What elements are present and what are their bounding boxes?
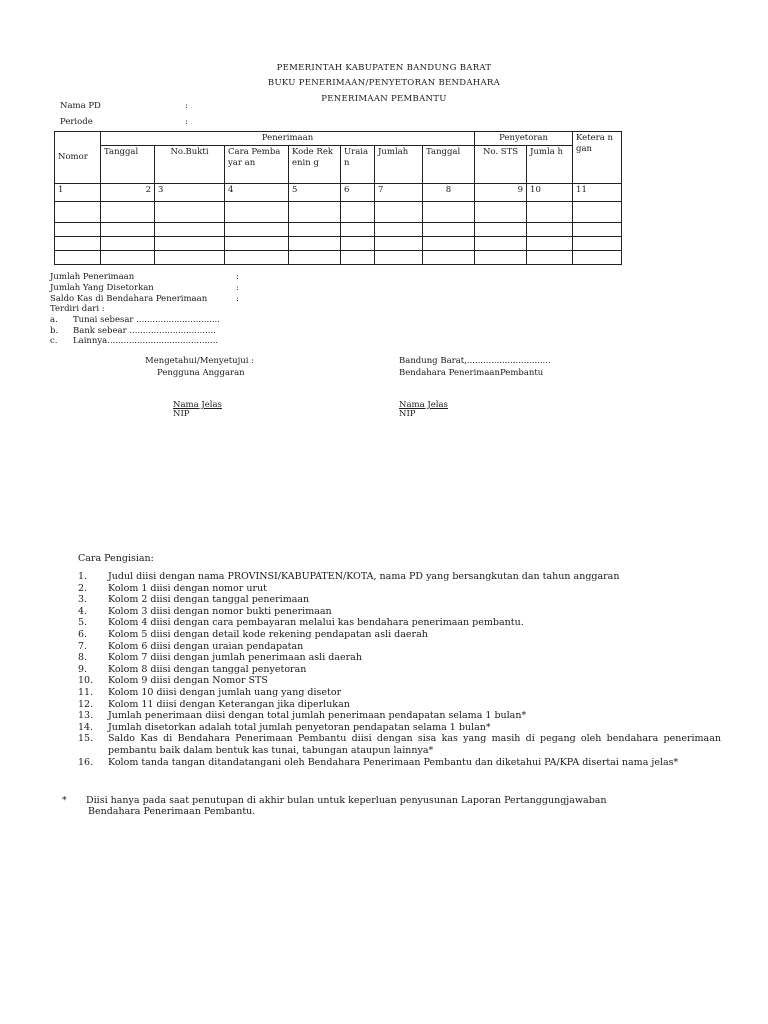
table-row xyxy=(55,251,622,265)
instruction-text: Kolom 8 diisi dengan tanggal penyetoran xyxy=(108,663,307,675)
instruction-number: 14. xyxy=(78,721,94,733)
table-row xyxy=(55,223,622,237)
col-number: 10 xyxy=(527,184,573,202)
sign-left-name: Nama Jelas xyxy=(173,400,222,410)
instruction-number: 3. xyxy=(78,594,88,606)
instruction-item xyxy=(78,594,721,606)
register-table xyxy=(54,131,622,265)
instruction-item xyxy=(78,641,721,653)
instruction-text: Saldo Kas di Bendahara Penerimaan Pembantu diisi dengan sisa kas yang masih di pegang oleh bendahara penerimaan pembantu baik dalam bentuk kas tunai, tabungan ataupun lainnya* xyxy=(108,733,721,756)
header-uraian: Uraia n xyxy=(341,146,375,184)
instructions-title: Cara Pengisian: xyxy=(78,553,154,564)
sign-right-nip: NIP xyxy=(399,409,416,419)
saldo-kas-colon: : xyxy=(236,294,239,304)
header-penyetoran: Penyetoran xyxy=(475,132,573,146)
instruction-number: 15. xyxy=(78,733,94,745)
instruction-item xyxy=(78,606,721,618)
col-number: 2 xyxy=(101,184,155,202)
header-line-3: PENERIMAAN PEMBANTU xyxy=(321,94,447,104)
col-number: 1 xyxy=(55,184,101,202)
instruction-text: Kolom 2 diisi dengan tanggal penerimaan xyxy=(108,594,310,606)
col-number: 3 xyxy=(155,184,225,202)
nama-pd-colon: : xyxy=(185,101,188,111)
instruction-number: 10. xyxy=(78,675,94,687)
instruction-number: 2. xyxy=(78,582,88,594)
instruction-text: Kolom 9 diisi dengan Nomor STS xyxy=(108,675,268,687)
header-jumlah: Jumlah xyxy=(375,146,423,184)
sign-left-nip: NIP xyxy=(173,409,190,419)
instruction-text: Kolom tanda tangan ditandatangani oleh Bendahara Penerimaan Pembantu dan diketahui PA/KPA disertai nama jelas* xyxy=(108,756,679,768)
instruction-text: Kolom 3 diisi dengan nomor bukti penerimaan xyxy=(108,605,332,617)
instruction-text: Judul diisi dengan nama PROVINSI/KABUPATEN/KOTA, nama PD yang bersangkutan dan tahun anggaran xyxy=(108,571,620,582)
col-number: 7 xyxy=(375,184,423,202)
col-number: 9 xyxy=(475,184,527,202)
item-a-marker: a. xyxy=(50,315,58,325)
instruction-text: Kolom 10 diisi dengan jumlah uang yang disetor xyxy=(108,686,342,698)
instructions-list xyxy=(78,571,721,768)
jumlah-penerimaan-colon: : xyxy=(236,272,239,282)
instruction-item xyxy=(78,722,721,734)
item-b-marker: b. xyxy=(50,326,59,336)
table-row xyxy=(55,237,622,251)
item-c-marker: c. xyxy=(50,336,58,346)
instruction-item xyxy=(78,617,721,629)
instruction-number: 4. xyxy=(78,605,88,617)
header-keterangan: Ketera ngan xyxy=(573,132,622,184)
instruction-item xyxy=(78,675,721,687)
instruction-text: Kolom 1 diisi dengan nomor urut xyxy=(108,582,267,594)
instruction-number: 6. xyxy=(78,628,88,640)
header-tanggal: Tanggal xyxy=(101,146,155,184)
instruction-text: Jumlah disetorkan adalah total jumlah penyetoran pendapatan selama 1 bulan* xyxy=(108,721,491,733)
footnote-line-2: Bendahara Penerimaan Pembantu. xyxy=(88,806,256,817)
instruction-item xyxy=(78,571,721,583)
instruction-item xyxy=(78,583,721,595)
instruction-item xyxy=(78,664,721,676)
instruction-item xyxy=(78,687,721,699)
instruction-text: Kolom 4 diisi dengan cara pembayaran melalui kas bendahara penerimaan pembantu. xyxy=(108,617,524,629)
header-penerimaan: Penerimaan xyxy=(101,132,475,146)
instruction-item xyxy=(78,629,721,641)
sign-right-line-1: Bandung Barat,............................... xyxy=(399,356,551,366)
jumlah-disetorkan-colon: : xyxy=(236,283,239,293)
terdiri-dari-label: Terdiri dari : xyxy=(50,304,105,314)
header-line-1: PEMERINTAH KABUPATEN BANDUNG BARAT xyxy=(276,63,492,73)
col-number: 5 xyxy=(289,184,341,202)
instruction-item xyxy=(78,699,721,711)
instruction-text: Kolom 5 diisi dengan detail kode rekening pendapatan asli daerah xyxy=(108,628,428,640)
col-number: 4 xyxy=(225,184,289,202)
instruction-text: Jumlah penerimaan diisi dengan total jumlah penerimaan pendapatan selama 1 bulan* xyxy=(108,710,527,722)
jumlah-penerimaan-label: Jumlah Penerimaan xyxy=(50,272,135,282)
item-b-text: Bank sebear ................................ xyxy=(73,326,216,336)
instruction-number: 11. xyxy=(78,686,94,698)
instruction-number: 8. xyxy=(78,652,88,664)
sign-left-line-1: Mengetahui/Menyetujui : xyxy=(145,356,255,366)
footnote-mark: * xyxy=(62,795,67,806)
sign-right-line-2: Bendahara PenerimaanPembantu xyxy=(399,368,544,378)
instruction-number: 5. xyxy=(78,617,88,629)
header-tanggal-setor: Tanggal xyxy=(423,146,475,184)
instruction-number: 1. xyxy=(78,571,88,582)
instruction-item xyxy=(78,733,721,756)
instruction-number: 12. xyxy=(78,698,94,710)
header-jumlah-setor: Jumla h xyxy=(527,146,573,184)
nama-pd-label: Nama PD xyxy=(60,101,101,111)
col-number: 8 xyxy=(423,184,475,202)
header-no-bukti: No.Bukti xyxy=(155,146,225,184)
header-kode-rekening: Kode Rekenin g xyxy=(289,146,341,184)
footnote-line-1: Diisi hanya pada saat penutupan di akhir bulan untuk keperluan penyusunan Laporan Pertanggungjawaban xyxy=(86,795,607,806)
jumlah-disetorkan-label: Jumlah Yang Disetorkan xyxy=(50,283,154,293)
sign-left-line-2: Pengguna Anggaran xyxy=(157,368,245,378)
instruction-number: 7. xyxy=(78,640,88,652)
instruction-text: Kolom 6 diisi dengan uraian pendapatan xyxy=(108,640,304,652)
col-number: 11 xyxy=(573,184,622,202)
instruction-text: Kolom 7 diisi dengan jumlah penerimaan asli daerah xyxy=(108,652,362,664)
sign-right-name: Nama Jelas xyxy=(399,400,448,410)
instruction-item xyxy=(78,652,721,664)
instruction-item xyxy=(78,757,721,769)
item-a-text: Tunai sebesar ............................... xyxy=(73,315,220,325)
periode-label: Periode xyxy=(60,117,93,127)
header-no-sts: No. STS xyxy=(475,146,527,184)
saldo-kas-label: Saldo Kas di Bendahara Penerimaan xyxy=(50,294,208,304)
instruction-number: 9. xyxy=(78,663,88,675)
header-line-2: BUKU PENERIMAAN/PENYETORAN BENDAHARA xyxy=(267,78,501,88)
col-number: 6 xyxy=(341,184,375,202)
header-cara-pembayaran: Cara Pembayar an xyxy=(225,146,289,184)
table-row xyxy=(55,202,622,223)
periode-colon: : xyxy=(185,117,188,127)
instruction-number: 13. xyxy=(78,710,94,722)
item-c-text: Lainnya......................................... xyxy=(73,336,219,346)
instruction-text: Kolom 11 diisi dengan Keterangan jika diperlukan xyxy=(108,698,350,710)
header-nomor: Nomor xyxy=(55,132,101,184)
instruction-number: 16. xyxy=(78,756,94,768)
instruction-item xyxy=(78,710,721,722)
